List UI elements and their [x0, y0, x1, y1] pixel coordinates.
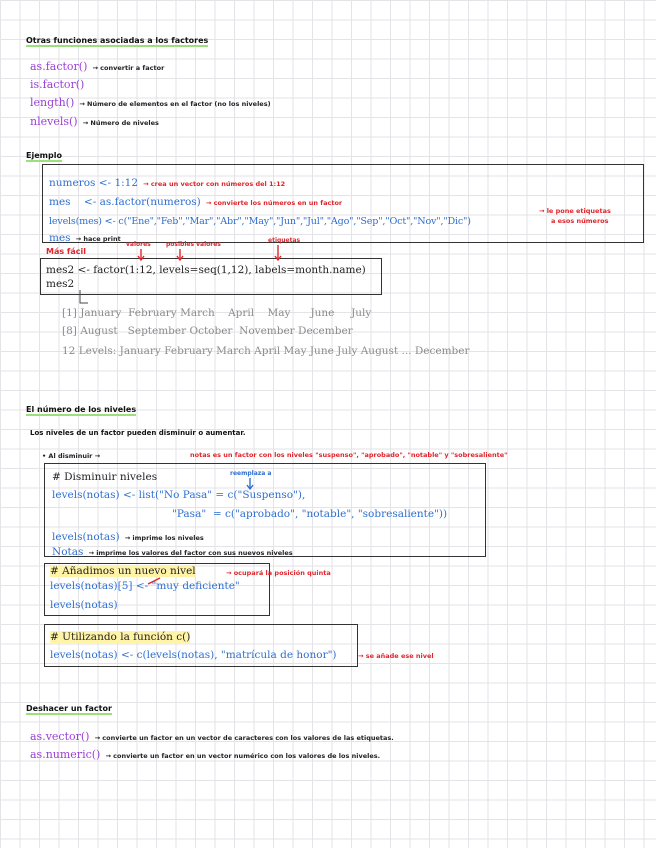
bullet-disminuir: • Al disminuir →: [42, 452, 101, 460]
annotation-valores: valores: [126, 241, 151, 248]
note: → Número de elementos en el factor (no los niveles): [79, 100, 271, 108]
section-heading-deshacer: Deshacer un factor: [26, 704, 112, 713]
note: → imprime los valores del factor con sus nuevos niveles: [88, 549, 293, 557]
annotation: → le pone etiquetas: [539, 207, 611, 215]
code-line: levels(notas) <- list("No Pasa" = c("Suspenso"),: [52, 489, 306, 501]
section-heading-example: Ejemplo: [26, 151, 62, 160]
output-line: [8] August September October November December: [62, 325, 353, 337]
code-as-factor: as.factor(): [30, 60, 88, 73]
note: → Número de niveles: [82, 119, 159, 127]
code-line: levels(notas)[5] <- "muy deficiente": [50, 580, 240, 592]
annotation: → crea un vector con números del 1:12: [143, 180, 286, 188]
annotation-anade: → se añade ese nivel: [358, 652, 434, 660]
code-line: levels(notas): [50, 599, 118, 611]
comment-text: # Disminuir niveles: [52, 471, 158, 483]
code-line: mes2 <- factor(1:12, levels=seq(1,12), labels=month.name): [46, 264, 366, 276]
section-description: Los niveles de un factor pueden disminuir o aumentar.: [30, 429, 246, 437]
code-line: "Pasa" = c("aprobado", "notable", "sobresaliente")): [172, 508, 448, 520]
code-as-vector: as.vector(): [30, 730, 90, 743]
arrow-output: [80, 290, 88, 303]
output-line: [1] January February March April May June July: [62, 307, 372, 319]
annotation-posicion: → ocupará la posición quinta: [226, 569, 331, 577]
note: → convierte un factor en un vector numérico con los valores de los niveles.: [105, 752, 381, 760]
arrow-posicion: [148, 578, 160, 584]
section-heading-other-functions: Otras funciones asociadas a los factores: [26, 36, 209, 45]
note: → hace print: [75, 235, 121, 243]
comment-text: # Añadimos un nuevo nivel: [50, 565, 196, 577]
annotation: a esos números: [551, 217, 609, 225]
output-line: 12 Levels: January February March April May June July August ... December: [62, 345, 470, 357]
note: → convierte un factor en un vector de caracteres con los valores de las etiquetas.: [94, 734, 394, 742]
section-heading-levels: El número de los niveles: [26, 405, 137, 414]
code-is-factor: is.factor(): [30, 78, 85, 91]
annotation-etiquetas: etiquetas: [268, 237, 301, 244]
annotation-posibles-valores: posibles valores: [166, 241, 221, 248]
code-nlevels: nlevels(): [30, 115, 78, 128]
code: levels(mes) <- c("Ene","Feb","Mar","Abr","May","Jun","Jul","Ago","Sep","Oct","Nov","Dic"): [49, 216, 471, 227]
code-length: length(): [30, 96, 75, 109]
label-mas-facil: Más fácil: [46, 247, 87, 256]
comment-text: # Utilizando la función c(): [50, 631, 191, 643]
code-line: levels(notas) <- c(levels(notas), "matrícula de honor"): [50, 649, 337, 661]
code-line: mes2: [46, 278, 75, 290]
annotation: → convierte los números en un factor: [205, 199, 343, 207]
note: → convertir a factor: [92, 64, 165, 72]
code: Notas: [52, 546, 84, 558]
code: mes: [49, 232, 71, 244]
code-as-numeric: as.numeric(): [30, 748, 101, 761]
annotation-reemplaza: reemplaza a: [230, 470, 272, 477]
code: mes <- as.factor(numeros): [49, 196, 201, 208]
annotation-notas: notas es un factor con los niveles "suspenso", "aprobado", "notable" y "sobresaliente": [190, 451, 508, 459]
code: levels(notas): [52, 531, 120, 543]
note: → imprime los niveles: [124, 534, 204, 542]
code: numeros <- 1:12: [49, 177, 139, 189]
